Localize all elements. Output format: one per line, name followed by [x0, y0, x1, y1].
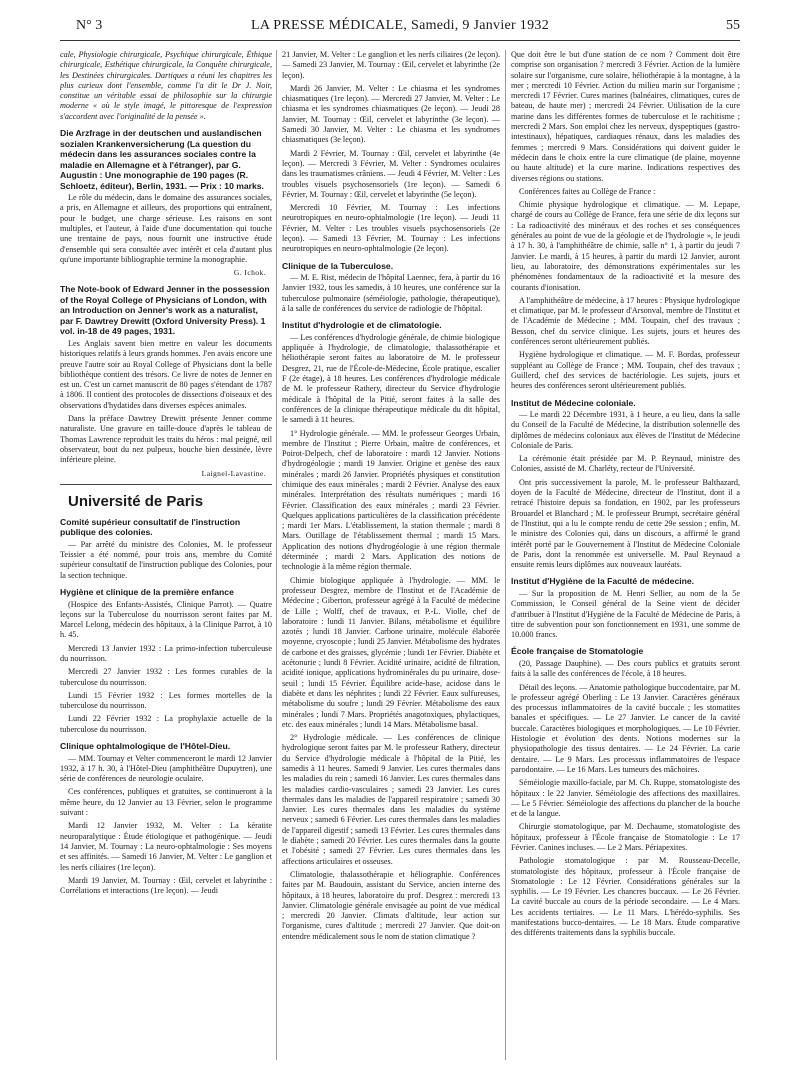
article-paragraph: Climatologie, thalassothérapie et héliographie. Conférences faites par M. Baudouin, assistant du Service, ancien interne des hôpitaux, à 18 heures, laboratoire du prof. Desgrez : mercredi 13 Janvier. Climatologie générale envisagée au point de vue médical ; mercredi 20 Janvier. Climats d'altitude, leur action sur l'organisme, cures d'altitude ; mercredi 27 Janvier. Que doit-on entendre médicalement sous le nom de station climatique ? [282, 869, 500, 941]
article-paragraph: La cérémonie était présidée par M. P. Reynaud, ministre des Colonies, assisté de M. Charléty, recteur de l'Université. [511, 454, 740, 474]
page-header [0, 18, 800, 40]
article-paragraph: — Les conférences d'hydrologie générale, de chimie biologique appliquée à l'hydrologie, de climatologie, thalassothérapie et héliothérapie seront faites au laboratoire de M. le professeur Desgrez, 21, rue de l'École-de-Médecine, École pratique, escalier F (2e étage), à 18 heures. Les conférences d'hydrologie médicale de M. le professeur Rathery, directeur du Service d'hydrologie médicale à l'hôpital de la Pitié, seront faites à la salle des conférences de la clinique thérapeutique médicale du dit hôpital, le samedi à 11 heures. [282, 332, 500, 425]
article-paragraph: Mercredi 10 Février, M. Tournay : Les infections neurotropiques en neuro-ophtalmologie (1re leçon). — Jeudi 11 Février, M. Velter : Les troubles visuels psychosensoriels (2e leçon). — Samedi 13 Février, M. Tournay : Les infections neurotropiques en neuro-ophtalmologie (2e leçon). [282, 203, 500, 254]
header-rule [60, 40, 740, 41]
article-paragraph: Le rôle du médecin, dans le domaine des assurances sociales, a pris, en Allemagne et ailleurs, des proportions qui entraînent, pour le budget, une charge sérieuse. Les raisons en sont multiples, et l'auteur, à l'aide d'une documentation qui touche une trentaine de pays, nous fournit une instructive étude d'ensemble qui sera consultée avec intérêt et cela d'autant plus qu'une importante bibliographie termine la monographie. [60, 193, 272, 264]
article-paragraph: cale, Physiologie chirurgicale, Psychique chirurgicale, Éthique chirurgicale, Esthétique chirurgicale, la Conquête chirurgicale, les Destinées chirurgicales. Dartiques a réuni les chapitres les plus curieux dont l'ensemble, comme l'a dit le Dr J. Noir, constitue un véritable essai de philosophie sur la chirurgie moderne « où le style imagé, le pittoresque de l'expression s'accordent avec l'originalité de la pensée ». [60, 50, 272, 121]
article-paragraph: — Par arrêté du ministre des Colonies, M. le professeur Teissier a été nommé, pour trois ans, membre du Comité supérieur consultatif de l'instruction publique des Colonies, pour la section technique. [60, 539, 272, 580]
article-paragraph: 1° Hydrologie générale. — MM. le professeur Georges Urbain, membre de l'Institut ; Pierre Urbain, maître de conférences, et Poirot-Delpech, chef de laboratoire : mardi 12 Janvier. Notions d'hydrogéologie ; mardi 19 Janvier. Origine et genèse des eaux minérales ; mardi 26 Janvier. Propriétés physiques et constitution chimique des eaux minérales ; mardi 2 Février. Analyse des eaux minérales. Interprétation des résultats numériques ; mardi 16 Février. Classification des eaux minérales ; mardi 23 Février. Quelques applications particulières de la classification précédente ; mardi 1er Mars. L'établissement, la station thermale ; mardi 8 Mars. Outillage de l'établissement thermal ; mardi 15 Mars. Application des notions d'hydrogéologie à une région thermale déterminée ; mardi 2 Mars. Application des notions de technologie à la même région thermale. [282, 428, 500, 572]
article-paragraph: Ces conférences, publiques et gratuites, se continueront à la même heure, du 12 Janvier au 13 Février, selon le programme suivant : [60, 787, 272, 818]
article-paragraph: Pathologie stomatologique : par M. Rousseau-Decelle, stomatologiste des hôpitaux, professeur à l'École française de Stomatologie : Le 12 Février. Considérations générales sur la syphilis. — Le 19 Février. Les chancres buccaux. — Le 26 Février. La cavité buccale au cours de la période secondaire. — Le 4 Mars. Les accidents tertiaires. — Le 11 Mars. L'hérédo-syphilis. Ses manifestations bucco-dentaires. — Le 18 Mars. Étude comparative des différents traitements dans la syphilis buccale. [511, 856, 740, 938]
article-paragraph: Mercredi 13 Janvier 1932 : La primo-infection tuberculeuse du nourrisson. [60, 643, 272, 663]
news-heading: Hygiène et clinique de la première enfance [60, 587, 234, 597]
article-paragraph: — Sur la proposition de M. Henri Sellier, au nom de la 5e Commission, le Conseil général de la Seine vient de décider d'attribuer à l'Institut d'Hygiène de la Faculté de Médecine de Paris, à titre de subvention pour son fonctionnement en 1931, une somme de 10.000 francs. [511, 588, 740, 640]
news-heading: Comité supérieur consultatif de l'instruction publique des colonies. [60, 516, 241, 538]
article-paragraph: Détail des leçons. — Anatomie pathologique buccodentaire, par M. le professeur agrégé Oberling : Le 13 Janvier. Caractères généraux des processus inflammatoires de la cavité buccale ; les stomatites banales et spécifiques. — Le 27 Janvier. Le cancer de la cavité buccale. Caractères biologiques et morphologiques. — Le 10 Février. Histologie et évolution des dents. Notions modernes sur la physiopathologie des tissus dentaires. — Le 24 Février. La carie dentaire. — Le 9 Mars. Les processus inflammatoires de l'espace parodontaire. — Le 16 Mars. Les tumeurs des mâchoires. [511, 682, 740, 774]
page-number: 55 [726, 18, 740, 33]
article-paragraph: 21 Janvier, M. Velter : Le ganglion et les nerfs ciliaires (2e leçon). — Samedi 23 Janvier, M. Tournay : Œil, cervelet et labyrinthe (2e leçon). [282, 50, 500, 80]
section-title: Université de Paris [68, 492, 204, 510]
book-review-heading: The Note-book of Edward Jenner in the possession of the Royal College of Physicians of London, with an Introduction on Jenner's work as a naturalist, par F. Dawtrey Drewitt (Oxford University Press). 1 vol. in-18 de 49 pages, 1931. [60, 284, 270, 337]
issue-number: N° 3 [76, 18, 103, 33]
article-paragraph: Chimie biologique appliquée à l'hydrologie. — MM. le professeur Desgrez, membre de l'Institut et de l'Académie de Médecine ; Giberton, professeur agrégé à la Faculté de médecine de Lille ; Wolff, chef de travaux, et P.-L. Violle, chef de laboratoire : lundi 11 Janvier. Bilans, métabolisme et équilibre azotés ; lundi 18 Janvier. Carbone urinaire, molécule élaborée moyenne, cryoscopie ; lundi 25 Janvier. Métabolisme des hydrates de carbone et des graisses, glycémie ; lundi 1er Février. Diabète et acétonurie ; lundi 8 Février. Acidité urinaire, acidité de filtration, acidité ionique, applications hydrominérales du pu urinaire, dose-seuil ; lundi 15 Février. Équilibre acide-base, acidose dans le diabète et dans les néphrites ; lundi 22 Février. Eaux sulfureuses, métabolisme du soufre ; lundi 29 Février. Métabolisme des eaux minérales ; lundi 7 Mars. Propriétés anagotoxiques, phylactiques, etc. des eaux minérales ; lundi 14 Mars. Métabolisme basal. [282, 575, 500, 729]
journal-title: LA PRESSE MÉDICALE, Samedi, 9 Janvier 1932 [250, 18, 550, 33]
article-paragraph: A l'amphithéâtre de médecine, à 17 heures : Physique hydrologique et climatique, par M. le professeur d'Arsonval, membre de l'Institut et de l'Académie de Médecine ; MM. Toupain, chef des travaux ; Besson, chef du service clinique. Les sujets, jours et heures des conférences seront ultérieurement publiés. [511, 295, 740, 347]
article-paragraph: Mardi 19 Janvier, M. Tournay : Œil, cervelet et labyrinthe : Corrélations et interactions (1re leçon). — Jeudi [60, 875, 272, 896]
article-paragraph: Dans la préface Dawtrey Drewitt présente Jenner comme naturaliste. Une gravure en taille-douce d'après le tableau de Thomas Lawrence reproduit les traits du héros : mal peigné, œil observateur, bout du nez pulpeux, bouche bien dessinée, lèvre inférieure pleine. [60, 414, 272, 465]
column-divider [505, 50, 506, 1060]
author-signature: G. Ichok. [233, 268, 266, 278]
article-paragraph: Mardi 12 Janvier 1932, M. Velter : La kératite neuroparalytique : Étude étiologique et pathogénique. — Jeudi 14 Janvier, M. Tournay : La neuro-ophtalmologie : Ses moyens et ses affinités. — Samedi 16 Janvier, M. Velter : Le ganglion et les nerfs ciliaires (1re leçon). [60, 821, 272, 872]
column-middle [282, 50, 500, 1060]
article-paragraph: — Le mardi 22 Décembre 1931, à 1 heure, a eu lieu, dans la salle du Conseil de la Faculté de Médecine, la distribution solennelle des diplômes de médecins coloniaux aux élèves de l'Institut de Médecine Coloniale de Paris. [511, 410, 740, 450]
book-review-heading: Die Arzfrage in der deutschen und auslandischen sozialen Krankenversicherung (La question du médecin dans les assurances sociales contre la maladie en Allemagne et à l'étranger), par G. Augustin : Une monographie de 190 pages (R. Schloetz, éditeur), Berlin, 1931. — Prix : 10 marks. [60, 128, 264, 191]
article-paragraph: Les Anglais savent bien mettre en valeur les documents historiques relatifs à leurs grands hommes. J'en avais encore une preuve l'autre soir au Royal College of Physicians dont la belle bibliothèque contient des trésors. Ce livre de notes de Jenner en est un. C'est un carnet manuscrit de 80 pages s'étendant de 1787 à 1806. Il contient des protocoles de dissections d'oiseaux et des observations d'hydatides dans diverses espèces animales. [60, 338, 272, 410]
article-paragraph: Lundi 22 Février 1932 : La prophylaxie actuelle de la tuberculose du nourrisson. [60, 714, 272, 734]
article-paragraph: Séméiologie maxillo-faciale, par M. Ch. Ruppe, stomatologiste des hôpitaux : le 22 Janvier. Séméiologie des affections des maxillaires. — Le 5 Février. Séméiologie des affections du plancher de la bouche et de la langue. [511, 778, 740, 819]
author-signature: Laignel-Lavastine. [201, 468, 266, 478]
news-heading: Clinique de la Tuberculose. [282, 260, 394, 271]
article-paragraph: Chirurgie stomatologique, par M. Dechaume, stomatologiste des hôpitaux, professeur à l'École française de Stomatologie : Le 17 Février. Canines incluses. — Le 2 Mars. Périapexites. [511, 822, 740, 852]
article-paragraph: 2° Hydrologie médicale. — Les conférences de clinique hydrologique seront faites par M. le professeur Rathery, directeur du Service d'hydrologie médicale à l'hôpital de la Pitié, les samedis à 11 heures. Samedi 9 Janvier. Les cures thermales dans les maladies du rein ; samedi 16 Janvier. Les cures thermales dans les maladies cardio-vasculaires ; samedi 23 Janvier. Les cures thermales dans les maladies de l'appareil respiratoire ; samedi 30 Janvier. Les cures thermales dans les maladies du système nerveux ; samedi 6 Février. Les cures thermales dans les maladies de l'appareil digestif ; samedi 13 Février. Les cures thermales dans le diabète ; samedi 20 Février. Les cures thermales dans la goutte et l'obésité ; samedi 27 Février. Les cures thermales dans les affections articulaires et osseuses. [282, 733, 500, 866]
article-paragraph: Hygiène hydrologique et climatique. — M. F. Bordas, professeur suppléant au Collège de France ; MM. Toupain, chef des travaux ; Guillerd, chef des services de bactériologie. Les sujets, jours et heures des conférences seront ultérieurement publiés. [511, 350, 740, 391]
article-paragraph: Lundi 15 Février 1932 : Les formes mortelles de la tuberculose du nourrisson. [60, 690, 272, 711]
news-heading: Institut de Médecine coloniale. [511, 397, 636, 408]
article-paragraph: — MM. Tournay et Velter commenceront le mardi 12 Janvier 1932, à 17 h. 30, à l'Hôtel-Dieu (amphithéâtre Dupuytren), une série de conférences de neurologie oculaire. [60, 753, 272, 784]
article-paragraph: Mercredi 27 Janvier 1932 : Les formes curables de la tuberculose du nourrisson. [60, 667, 272, 687]
column-divider [276, 50, 277, 1060]
news-heading: Institut d'Hygiène de la Faculté de médecine. [511, 576, 695, 587]
news-heading: École française de Stomatologie [511, 646, 644, 657]
column-right [511, 50, 740, 1060]
section-divider [60, 484, 272, 485]
article-paragraph: Chimie physique hydrologique et climatique. — M. Lepape, chargé de cours au Collège de France, fera une série de dix leçons sur : La radioactivité des minéraux et des roches et ses conséquences générales au point de vue de la géologie et de l'hydrologie », le jeudi à 17 h. 30, à l'amphithéâtre de chimie, salle n° 1, à partir du jeudi 7 Janvier. Le mardi, à 15 heures, à partir du mardi 12 Janvier, auront lieu, au laboratoire, des démonstrations expérimentales sur les phénomènes fondamentaux de la radioactivité et la mesure des courants d'ionisation. [511, 200, 740, 292]
article-paragraph: Conférences faites au Collège de France : [519, 186, 656, 196]
column-left [60, 50, 272, 1060]
news-heading: Institut d'hydrologie et de climatologie. [282, 320, 442, 331]
article-paragraph: Ont pris successivement la parole, M. le professeur Balthazard, doyen de la Faculté de Médecine, directeur de l'Institut, dont il a retracé l'histoire depuis sa fondation, en 1902, par les professeurs Brouardel et Blanchard ; M. le professeur Brumpt, secrétaire général de l'Institut, qui a lu le compte rendu de cette 29e session ; enfin, M. le ministre des Colonies qui, dans un discours, a affirmé le grand intérêt porté par le Gouvernement à l'Institut de Médecine Coloniale de Paris, dont la renommée est universelle. M. Paul Reynaud a ensuite remis leurs diplômes aux nouveaux lauréats. [511, 477, 740, 570]
article-paragraph: Mardi 2 Février, M. Tournay : Œil, cervelet et labyrinthe (4e leçon). — Mercredi 3 Février, M. Velter : Syndromes oculaires dans les traumatismes crâniens. — Jeudi 4 Février, M. Velter : Les troubles visuels psychosensoriels (1re leçon). — Samedi 6 Février, M. Tournay : Œil, cervelet et labyrinthe (5e leçon). [282, 148, 500, 199]
article-paragraph: (20, Passage Dauphine). — Des cours publics et gratuits seront faits à la salle des conférences de l'école, à 18 heures. [511, 658, 740, 679]
article-paragraph: — M. E. Rist, médecin de l'hôpital Laennec, fera, à partir du 16 Janvier 1932, tous les samedis, à 10 heures, une conférence sur la tuberculose pulmonaire (séméiologie, pathologie, thérapeutique), à la salle de conférences du service de radiologie de l'hôpital. [282, 273, 500, 314]
article-paragraph: Mardi 26 Janvier, M. Velter : Le chiasma et les syndromes chiasmatiques (1re leçon). — Mercredi 27 Janvier, M. Velter : Le chiasma et les syndromes chiasmatiques (2e leçon). — Jeudi 28 Janvier, M. Tournay : Œil, cervelet et labyrinthe (3e leçon). — Samedi 30 Janvier, M. Velter : Le chiasma et les syndromes chiasmatiques (3e leçon). [282, 83, 500, 145]
article-paragraph: (Hospice des Enfants-Assistés, Clinique Parrot). — Quatre leçons sur la Tuberculose du nourrisson seront faites par M. Marcel Lelong, médecin des hôpitaux, à la Clinique Parrot, à 10 h. 45. [60, 599, 272, 640]
news-heading: Clinique ophtalmologique de l'Hôtel-Dieu. [60, 741, 231, 752]
article-paragraph: Que doit être le but d'une station de ce nom ? Comment doit être comprise son organisation ? mercredi 3 Février. Action de la lumière solaire sur l'organisme, cure solaire, héliothérapie à la montagne, à la mer ; mercredi 10 Février. Action du milieu marin sur l'organisme ; mercredi 17 Février. Cures marines (balnéaires, climatiques, cures de bateau, de haute mer) ; mercredi 24 Février. Utilisation de la cure marine dans les différentes formes de tuberculose et le rachitisme ; mercredi 2 Mars. Son emploi chez les nerveux, dyspeptiques (gastro-intestinaux), hépatiques, cardiaques rénaux, dans les maladies des femmes ; mercredi 9 Mars. Considérations qui doivent guider le médecin dans le choix entre la cure climatique (de plaine, moyenne ou haute altitude) et la cure marine. Indications respectives des diverses régions ou stations. [511, 50, 740, 183]
